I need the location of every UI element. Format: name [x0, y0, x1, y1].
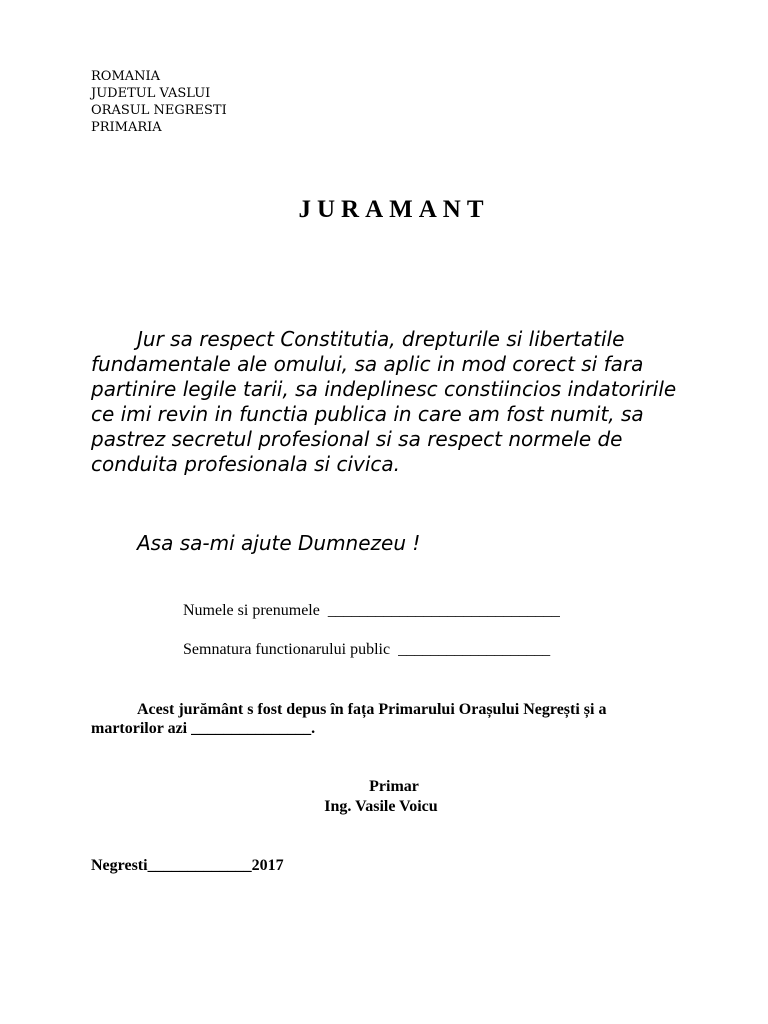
header-country: ROMANIA — [91, 69, 161, 84]
statement-end: . — [311, 720, 316, 737]
place-name: Negresti — [91, 857, 148, 874]
year: 2017 — [251, 857, 284, 874]
oath-text: Jur sa respect Constitutia, drepturile si libertatile fundamentale ale omului, sa aplic in mod corect si fara partinire legile tarii, sa indeplinesc constiincios indatoririle ce imi revin in functia publica in care am fost numit, sa pastrez secretul profesional si sa respect normele de conduita profesionala si civica. — [91, 327, 677, 476]
statement-date-blank: _______________ — [191, 720, 312, 737]
institution-header — [91, 68, 227, 136]
header-town: ORASUL NEGRESTI — [91, 103, 227, 118]
place-date-line — [91, 857, 284, 875]
oath-statement — [91, 700, 651, 738]
name-field — [183, 602, 560, 620]
signature-field — [183, 641, 550, 659]
oath-closing: Asa sa-mi ajute Dumnezeu ! — [137, 531, 421, 555]
signature-label: Semnatura functionarului public — [183, 641, 391, 658]
signatory-name: Ing. Vasile Voicu — [324, 798, 438, 815]
oath-paragraph — [91, 327, 701, 477]
date-blank: _____________ — [147, 857, 252, 874]
signature-blank: ___________________ — [398, 641, 551, 658]
header-office: PRIMARIA — [91, 120, 162, 135]
header-county: JUDETUL VASLUI — [91, 86, 211, 101]
statement-text: Acest jurământ s fost depus în fața Primarului Orașului Negrești și a martorilor azi — [91, 701, 607, 737]
signatory-title: Primar — [369, 778, 419, 795]
name-blank: _____________________________ — [327, 602, 560, 619]
name-label: Numele si prenumele — [183, 602, 320, 619]
document-title: JURAMANT — [298, 196, 490, 223]
